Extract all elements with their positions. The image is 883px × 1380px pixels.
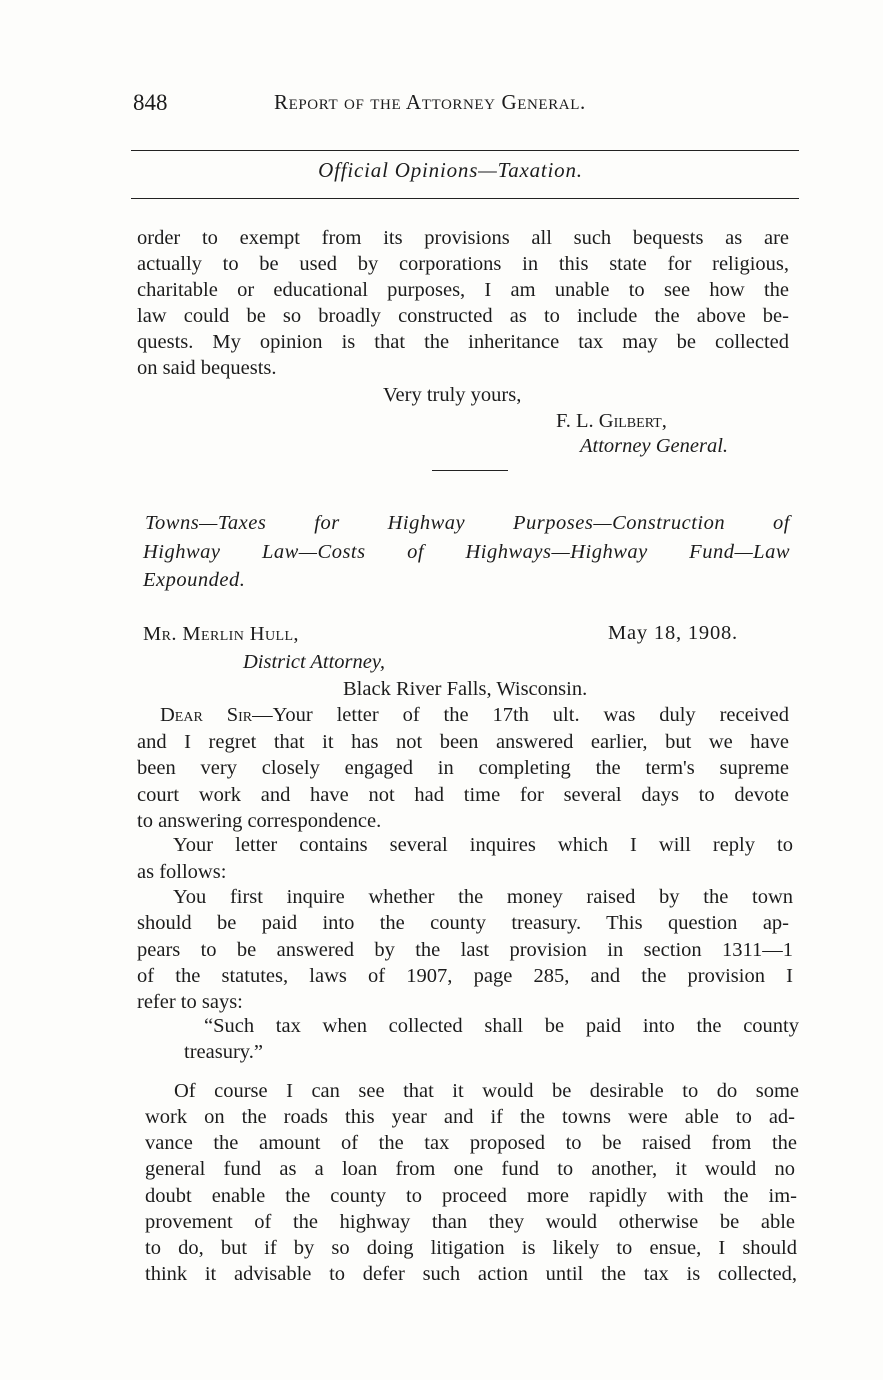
text-line: to do, but if by so doing litigation is likely to ensue, I should — [145, 1237, 797, 1259]
section-title: Official Opinions—Taxation. — [318, 158, 583, 182]
text-line: should be paid into the county treasury. This question ap- — [137, 912, 789, 934]
text-line: refer to says: — [137, 991, 243, 1013]
heading-line: Highway Law—Costs of Highways—Highway Fund—Law — [143, 541, 790, 563]
text-line: as follows: — [137, 861, 227, 883]
text-line: think it advisable to defer such action until the tax is collected, — [145, 1263, 797, 1285]
quote-line: “Such tax when collected shall be paid into the county — [204, 1015, 799, 1037]
text-line: law could be so broadly constructed as to include the above be- — [137, 305, 789, 327]
opinion-separator — [432, 470, 508, 471]
addressee-place: Black River Falls, Wisconsin. — [343, 678, 588, 700]
running-head: Report of the Attorney General. — [274, 90, 586, 114]
text-line: pears to be answered by the last provision in section 1311—1 — [137, 939, 793, 961]
text-line: actually to be used by corporations in this state for religious, — [137, 253, 789, 275]
page-number: 848 — [133, 90, 168, 115]
text-line: of the statutes, laws of 1907, page 285, and the provision I — [137, 965, 793, 987]
heading-line: Expounded. — [143, 569, 246, 591]
text-line: Of course I can see that it would be desirable to do some — [174, 1080, 799, 1102]
addressee-title: District Attorney, — [243, 651, 385, 673]
salutation: Dear Sir — [160, 704, 253, 726]
text-line: general fund as a loan from one fund to another, it would no — [145, 1158, 795, 1180]
text-line: on said bequests. — [137, 357, 277, 379]
signer-name: F. L. Gilbert, — [556, 410, 667, 432]
text-line — [160, 702, 789, 728]
signer-title: Attorney General. — [580, 435, 729, 457]
header-rule-bottom — [131, 198, 799, 199]
text-line: quests. My opinion is that the inheritance tax may be collected — [137, 331, 789, 353]
header-rule-top — [131, 150, 799, 151]
addressee-name: Mr. Merlin Hull, — [143, 623, 299, 645]
letter-date: May 18, 1908. — [608, 622, 738, 644]
closing: Very truly yours, — [383, 384, 522, 406]
text-line: You first inquire whether the money raised by the town — [173, 886, 793, 908]
text-line: charitable or educational purposes, I am unable to see how the — [137, 279, 789, 301]
text-line: court work and have not had time for several days to devote — [137, 784, 789, 806]
text-line-rest: —Your letter of the 17th ult. was duly received — [252, 704, 789, 726]
text-line: doubt enable the county to proceed more rapidly with the im- — [145, 1185, 797, 1207]
text-line: order to exempt from its provisions all such bequests as are — [137, 227, 789, 249]
heading-line: Towns—Taxes for Highway Purposes—Construction of — [145, 512, 790, 534]
text-line: vance the amount of the tax proposed to be raised from the — [145, 1132, 797, 1154]
text-line: and I regret that it has not been answered earlier, but we have — [137, 731, 789, 753]
text-line: work on the roads this year and if the towns were able to ad- — [145, 1106, 795, 1128]
text-line: to answering correspondence. — [137, 810, 382, 832]
text-line: provement of the highway than they would otherwise be able — [145, 1211, 795, 1233]
quote-line: treasury.” — [184, 1041, 263, 1063]
text-line: been very closely engaged in completing the term's supreme — [137, 757, 789, 779]
text-line: Your letter contains several inquires which I will reply to — [173, 834, 793, 856]
